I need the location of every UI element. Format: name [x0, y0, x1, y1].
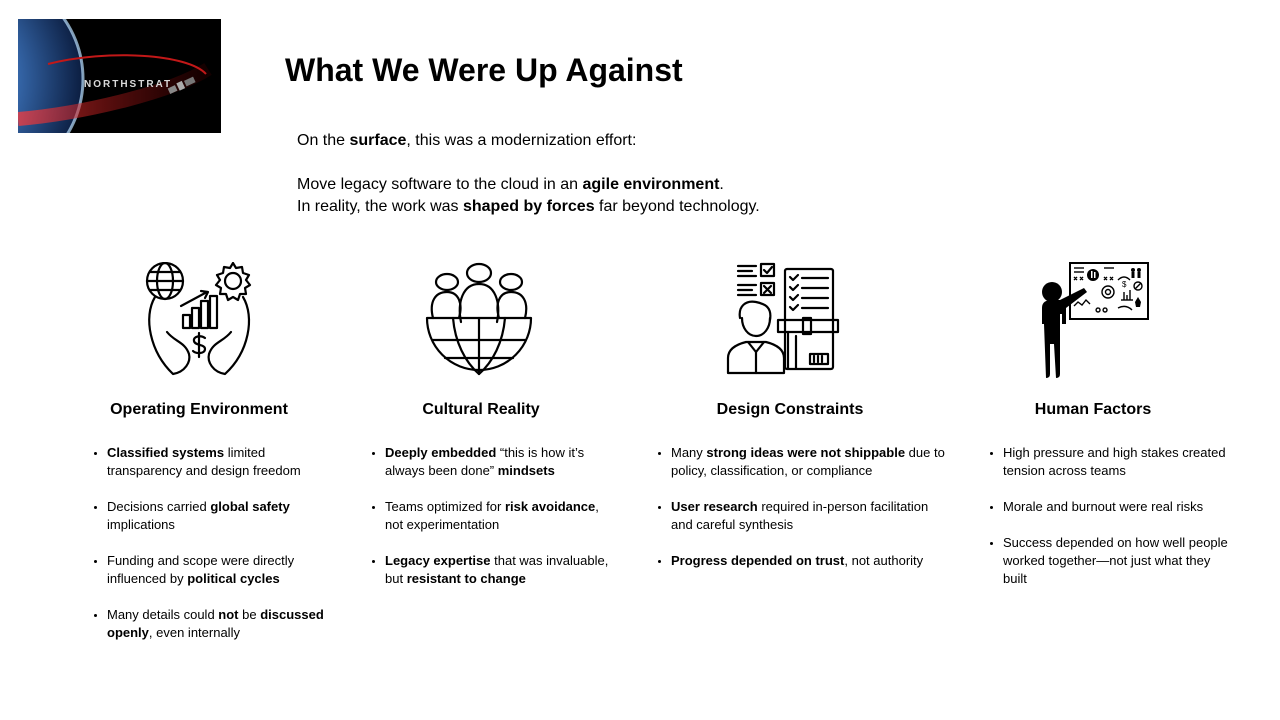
body-text: Decisions carried — [107, 499, 211, 514]
bullet-item — [1003, 534, 1231, 588]
body-text: High pressure and high stakes created tension across teams — [1003, 445, 1226, 478]
intro-line — [297, 130, 760, 152]
bullet-list-design-constraints — [655, 444, 949, 588]
body-text: In reality, the work was — [297, 198, 463, 215]
body-text: “this is how it’s always been done” — [385, 445, 585, 478]
bullet-item — [385, 552, 617, 588]
emphasis-text: risk avoidance — [504, 499, 596, 514]
bullet-list-operating-environment — [91, 444, 333, 660]
emphasis-text: global safety — [210, 499, 290, 514]
northstrat-logo — [18, 19, 221, 133]
body-text: , this was a modernization effort: — [406, 132, 637, 149]
bullet-item — [107, 498, 333, 534]
bullet-item — [671, 552, 949, 570]
body-text: , not experimentation — [385, 499, 599, 532]
emphasis-text: resistant to change — [406, 571, 526, 586]
emphasis-text: Deeply embedded — [385, 445, 497, 460]
emphasis-text: mindsets — [497, 463, 555, 478]
emphasis-text: discussed openly — [107, 607, 324, 640]
emphasis-text: User research — [671, 499, 758, 514]
body-text: . — [719, 176, 724, 193]
emphasis-text: shaped by forces — [462, 198, 595, 215]
body-text: On the — [297, 132, 350, 149]
bullet-item — [107, 552, 333, 588]
emphasis-text: Progress depended on trust — [671, 553, 845, 568]
body-text: implications — [107, 517, 175, 532]
emphasis-text: strong ideas were not shippable — [706, 445, 906, 460]
people-globe-icon — [425, 262, 535, 382]
emphasis-text: Legacy expertise — [385, 553, 491, 568]
column-title-human-factors: Human Factors — [1034, 401, 1152, 418]
body-text: Morale and burnout were real risks — [1003, 499, 1204, 514]
column-title-cultural-reality: Cultural Reality — [422, 401, 540, 418]
body-text: required in-person facilitation and careful synthesis — [671, 499, 929, 532]
body-text: Move legacy software to the cloud in an — [297, 176, 583, 193]
intro-text — [297, 130, 760, 218]
bullet-item — [1003, 498, 1231, 516]
presenter-board-icon — [1038, 262, 1152, 385]
logo-wordmark: NORTHSTRAT — [84, 79, 173, 90]
body-text: , even internally — [148, 625, 240, 640]
bullet-item — [385, 498, 617, 534]
body-text: Many — [671, 445, 707, 460]
bullet-item — [671, 498, 949, 534]
body-text: due to policy, classification, or compliance — [671, 445, 945, 478]
svg-text:$: $ — [1122, 280, 1127, 289]
column-title-design-constraints: Design Constraints — [716, 401, 864, 418]
body-text: limited transparency and design freedom — [107, 445, 301, 478]
body-text: far beyond technology. — [594, 198, 760, 215]
emphasis-text: surface — [349, 132, 407, 149]
body-text: , not authority — [844, 553, 924, 568]
bullet-list-cultural-reality — [369, 444, 617, 606]
page-title: What We Were Up Against — [285, 52, 683, 88]
bullet-item — [1003, 444, 1231, 480]
person-checklist-icon — [726, 262, 842, 382]
body-text: that was invaluable, but — [385, 553, 609, 586]
body-text: Funding and scope were directly influenced by — [107, 553, 295, 586]
emphasis-text: not — [218, 607, 239, 622]
hands-globe-gear-growth-icon — [145, 262, 255, 382]
body-text: be — [238, 607, 261, 622]
column-title-operating-environment: Operating Environment — [110, 401, 288, 418]
bullet-list-human-factors — [987, 444, 1231, 606]
intro-line — [297, 196, 760, 218]
emphasis-text: agile environment — [582, 176, 720, 193]
body-text: Many details could — [107, 607, 219, 622]
intro-line — [297, 174, 760, 196]
bullet-item — [671, 444, 949, 480]
bullet-item — [107, 606, 333, 642]
body-text: Teams optimized for — [385, 499, 505, 514]
emphasis-text: political cycles — [187, 571, 280, 586]
body-text: Success depended on how well people worked together—not just what they built — [1003, 535, 1228, 586]
bullet-item — [107, 444, 333, 480]
bullet-item — [385, 444, 617, 480]
emphasis-text: Classified systems — [107, 445, 225, 460]
